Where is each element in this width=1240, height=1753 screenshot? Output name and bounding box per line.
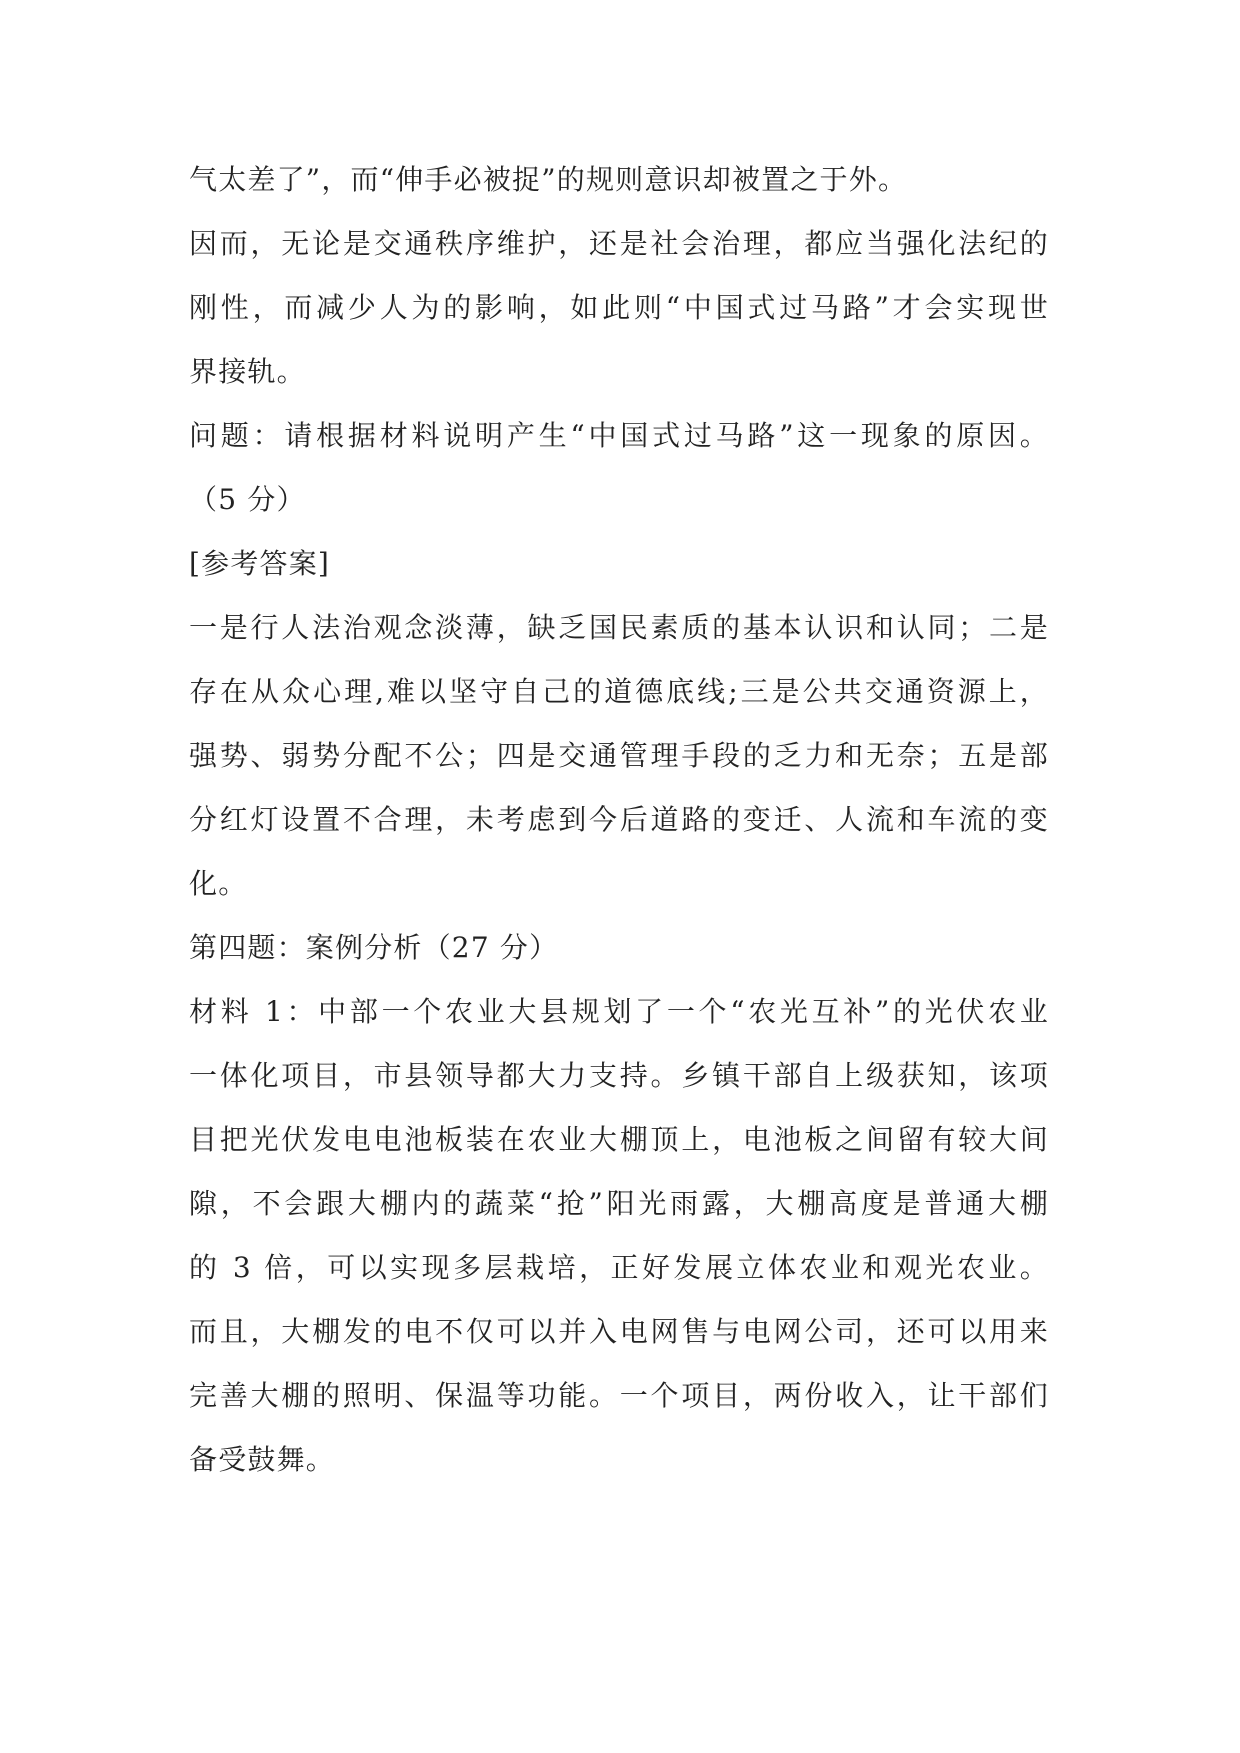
material-line: 完善大棚的照明、保温等功能。一个项目，两份收入，让干部们 — [189, 1379, 1049, 1412]
answer-line: 一是行人法治观念淡薄，缺乏国民素质的基本认识和认同；二是 — [189, 611, 1049, 644]
text-line: 刚性，而减少人为的影响，如此则“中国式过马路”才会实现世 — [189, 291, 1049, 324]
material-line: 而且，大棚发的电不仅可以并入电网售与电网公司，还可以用来 — [189, 1315, 1049, 1348]
reference-answer-heading: [参考答案] — [189, 547, 331, 580]
answer-line: 化。 — [189, 867, 248, 900]
material-line: 目把光伏发电电池板装在农业大棚顶上，电池板之间留有较大间 — [189, 1123, 1049, 1156]
document-body — [189, 160, 1049, 1504]
text-line: 因而，无论是交通秩序维护，还是社会治理，都应当强化法纪的 — [189, 227, 1049, 260]
material-line: 的 3 倍，可以实现多层栽培，正好发展立体农业和观光农业。 — [189, 1251, 1049, 1284]
question-line: 问题：请根据材料说明产生“中国式过马路”这一现象的原因。 — [189, 419, 1049, 452]
section-heading: 第四题：案例分析（27 分） — [189, 931, 559, 964]
material-line: 备受鼓舞。 — [189, 1443, 336, 1476]
text-line: 气太差了”，而“伸手必被捉”的规则意识却被置之于外。 — [189, 163, 908, 196]
answer-line: 存在从众心理,难以坚守自己的道德底线;三是公共交通资源上， — [189, 675, 1049, 708]
material-line: 一体化项目，市县领导都大力支持。乡镇干部自上级获知，该项 — [189, 1059, 1049, 1092]
material-line: 隙，不会跟大棚内的蔬菜“抢”阳光雨露，大棚高度是普通大棚 — [189, 1187, 1049, 1220]
text-line: 界接轨。 — [189, 355, 306, 388]
answer-line: 强势、弱势分配不公；四是交通管理手段的乏力和无奈；五是部 — [189, 739, 1049, 772]
answer-line: 分红灯设置不合理，未考虑到今后道路的变迁、人流和车流的变 — [189, 803, 1049, 836]
material-line: 材料 1：中部一个农业大县规划了一个“农光互补”的光伏农业 — [189, 995, 1049, 1028]
score-line: （5 分） — [189, 483, 306, 516]
